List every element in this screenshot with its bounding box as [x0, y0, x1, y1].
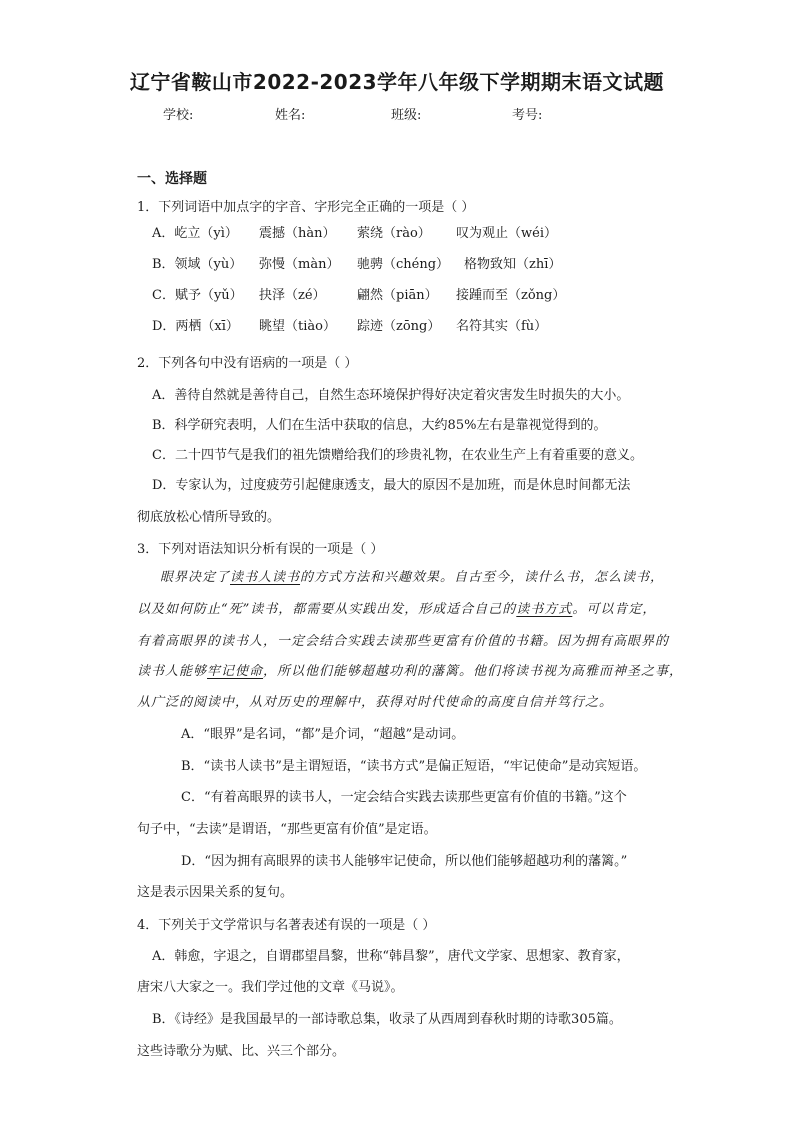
q3-option-d-line1: D．“因为拥有高眼界的读书人能够牢记使命，所以他们能够超越功利的藩篱。”: [181, 854, 628, 869]
q3-option-b: B．“读书人读书”是主谓短语，“读书方式”是偏正短语，“牢记使命”是动宾短语。: [181, 759, 647, 774]
class-label: 班级:: [391, 108, 422, 123]
q3-option-c-line2: 句子中，“去读”是谓语，“那些更富有价值”是定语。: [137, 822, 437, 837]
q1-b-4: 格物致知（zhī）: [464, 257, 562, 272]
q3-passage-line5: 从广泛的阅读中，从对历史的理解中，获得对时代使命的高度自信并笃行之。: [137, 695, 614, 710]
q3-option-d-line2: 这是表示因果关系的复句。: [137, 885, 294, 900]
q1-b-3: 驰骋（chéng）: [357, 257, 450, 272]
q1-a-1: A．屹立（yì）: [152, 226, 238, 241]
q4-option-a-line1: A．韩愈，字退之，自谓郡望昌黎，世称“韩昌黎”，唐代文学家、思想家、教育家，: [152, 949, 630, 964]
q3-option-c-line1: C．“有着高眼界的读书人，一定会结合实践去读那些更富有价值的书籍。”这个: [181, 790, 627, 805]
school-label: 学校:: [163, 108, 194, 123]
q1-c-2: 抉泽（zé）: [259, 288, 326, 303]
name-label: 姓名:: [275, 108, 306, 123]
q1-b-1: B．领域（yù）: [152, 257, 243, 272]
q3-option-a: A．“眼界”是名词，“都”是介词，“超越”是动词。: [181, 727, 465, 742]
q1-b-2: 弥慢（màn）: [259, 257, 340, 272]
q2-option-b: B．科学研究表明，人们在生活中获取的信息，大约85%左右是靠视觉得到的。: [152, 418, 607, 433]
q3-passage-text: 读书人能够: [137, 664, 208, 679]
q3-passage-line3: 有着高眼界的读书人，一定会结合实践去读那些更富有价值的书籍。因为拥有高眼界的: [137, 634, 670, 649]
q4-stem: 4．下列关于文学常识与名著表述有误的一项是（ ）: [137, 918, 436, 933]
q1-d-2: 眺望（tiào）: [259, 319, 336, 334]
q3-underlined-phrase: 牢记使命: [207, 664, 264, 679]
q1-d-4: 名符其实（fù）: [456, 319, 548, 334]
q4-option-b-line2: 这些诗歌分为赋、比、兴三个部分。: [137, 1044, 346, 1059]
q4-option-b-line1: B．《诗经》是我国最早的一部诗歌总集，收录了从西周到春秋时期的诗歌305篇。: [152, 1012, 622, 1027]
q2-option-c: C．二十四节气是我们的祖先馈赠给我们的珍贵礼物，在农业生产上有着重要的意义。: [152, 448, 643, 463]
q3-passage-line1: [160, 566, 664, 585]
q3-passage-text: 以及如何防止“死”读书，都需要从实践出发，形成适合自己的: [137, 602, 517, 617]
q1-c-1: C．赋予（yǔ）: [152, 288, 243, 303]
q1-stem: 1．下列词语中加点字的字音、字形完全正确的一项是（ ）: [137, 200, 475, 215]
q3-underlined-phrase: 读书人读书: [230, 570, 301, 585]
q1-a-4: 叹为观止（wéi）: [456, 226, 557, 241]
q2-stem: 2．下列各句中没有语病的一项是（ ）: [137, 356, 358, 371]
q1-c-4: 接踵而至（zǒng）: [456, 288, 566, 303]
q1-d-3: 踪迹（zōng）: [357, 319, 441, 334]
q3-passage-line2: [137, 598, 656, 617]
q1-d-1: D．两栖（xī）: [152, 319, 239, 334]
q2-option-d-line1: D．专家认为，过度疲劳引起健康透支，最大的原因不是加班，而是休息时间都无法: [152, 478, 631, 493]
section-heading: 一、选择题: [137, 171, 207, 187]
q1-c-3: 翩然（piān）: [357, 288, 438, 303]
q3-underlined-phrase: 读书方式: [516, 602, 573, 617]
q2-option-d-line2: 彻底放松心情所导致的。: [137, 510, 281, 525]
number-label: 考号:: [512, 108, 543, 123]
q2-option-a: A．善待自然就是善待自己，自然生态环境保护得好决定着灾害发生时损失的大小。: [152, 388, 630, 403]
q1-a-2: 震撼（hàn）: [259, 226, 336, 241]
q1-a-3: 萦绕（rào）: [357, 226, 431, 241]
q3-stem: 3．下列对语法知识分析有误的一项是（ ）: [137, 542, 384, 557]
q3-passage-text: 的方式方法和兴趣效果。自古至今，读什么书，怎么读书，: [300, 570, 665, 585]
q3-passage-text: 眼界决定了: [160, 570, 231, 585]
q4-option-a-line2: 唐宋八大家之一。我们学过他的文章《马说》。: [137, 980, 404, 995]
page-title: 辽宁省鞍山市2022-2023学年八年级下学期期末语文试题: [129, 70, 665, 94]
q3-passage-text: 。可以肯定，: [572, 602, 657, 617]
q3-passage-text: ，所以他们能够超越功利的藩篱。他们将读书视为高雅而神圣之事，: [263, 664, 684, 679]
q3-passage-line4: [137, 660, 683, 679]
